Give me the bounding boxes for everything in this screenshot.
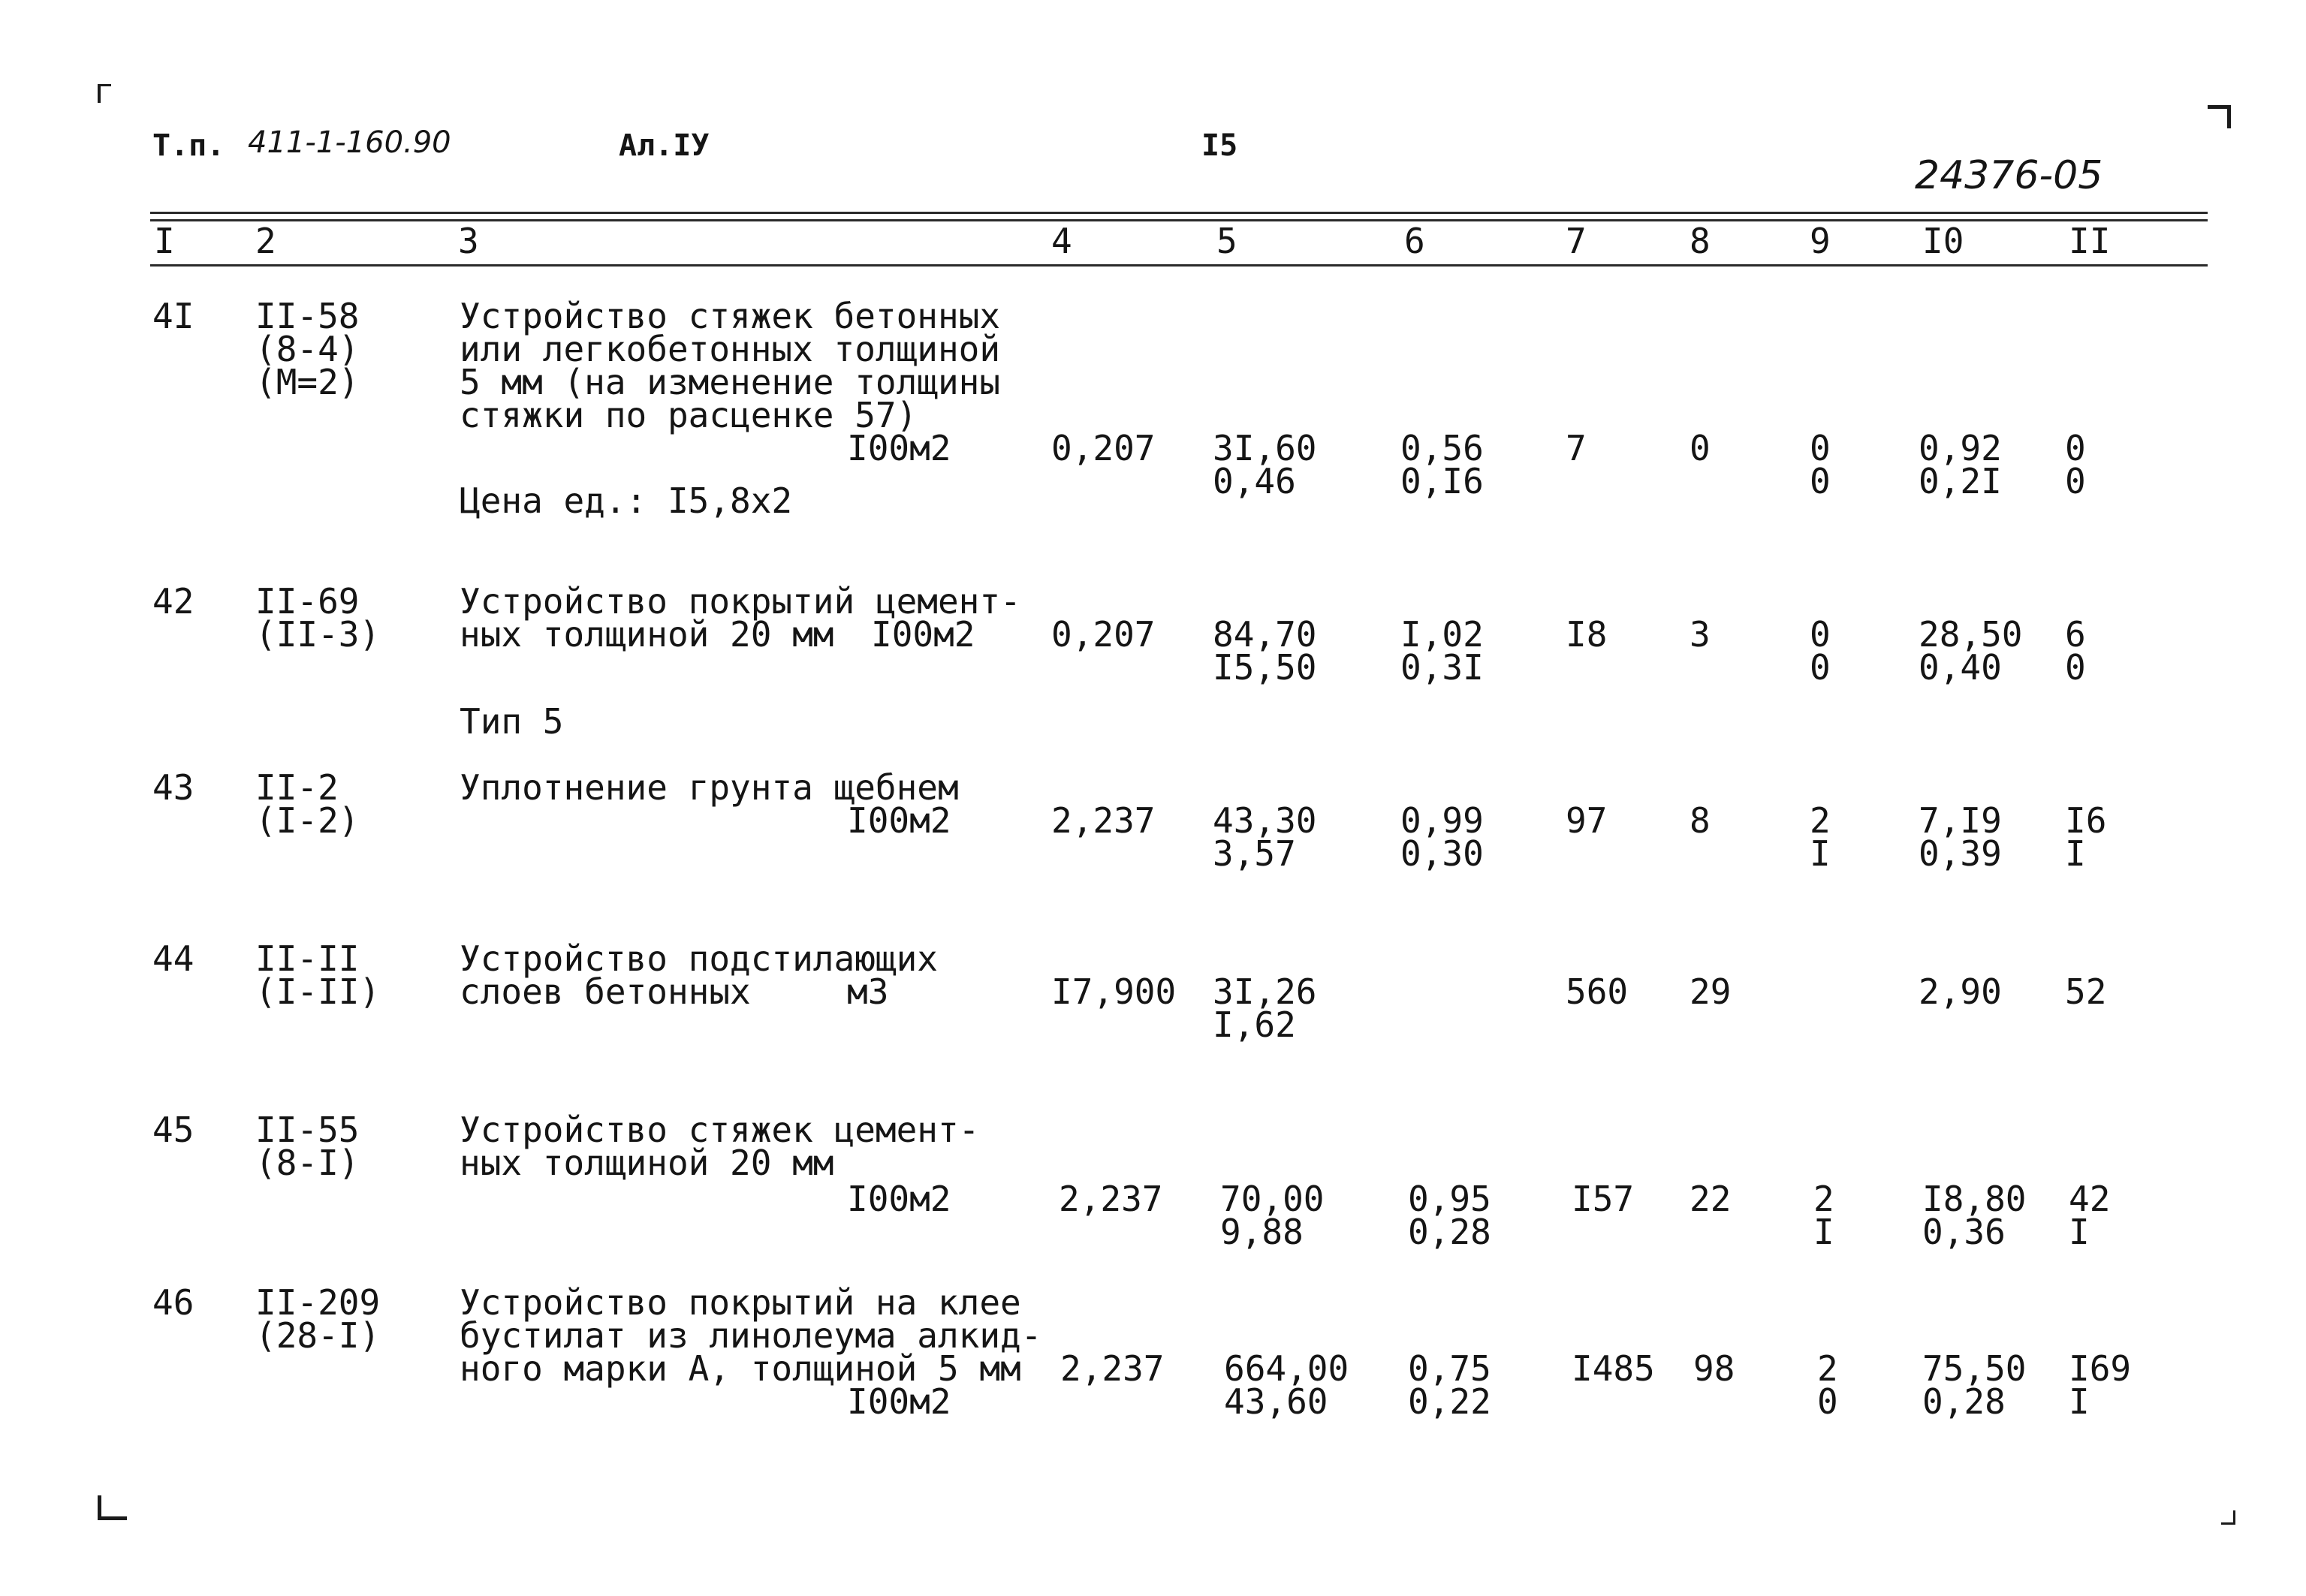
- row-number: 45: [152, 1110, 194, 1150]
- work-description: Устройство стяжек цемент-: [460, 1110, 980, 1150]
- cell-col8: 3: [1690, 614, 1711, 655]
- work-description: ного марки А, толщиной 5 мм: [460, 1348, 1021, 1389]
- cell-col9: 0: [1817, 1381, 1838, 1422]
- quantity: 2,237: [1060, 1348, 1165, 1389]
- cell-col9: 2: [1810, 800, 1831, 841]
- cell-col11: I6: [2065, 800, 2107, 841]
- cell-col11: 52: [2065, 971, 2107, 1012]
- rate-code: (8-4): [255, 329, 360, 369]
- cell-col6: 0,56: [1400, 428, 1484, 468]
- rate-code: (I-II): [255, 971, 381, 1012]
- document-number: 24376-05: [1915, 153, 2103, 198]
- work-description: бустилат из линолеума алкид-: [460, 1315, 1042, 1356]
- work-description: Устройство покрытий на клее: [460, 1282, 1021, 1323]
- tp-label: Т.п.: [152, 128, 225, 163]
- corner-mark-bottom-right: [2221, 1510, 2235, 1525]
- cell-col9: I: [1810, 833, 1831, 874]
- row-number: 4I: [152, 296, 194, 336]
- rate-code: (28-I): [255, 1315, 381, 1356]
- cell-col11: I: [2069, 1212, 2090, 1252]
- cell-col7: 7: [1566, 428, 1587, 468]
- column-header-9: 9: [1810, 221, 1831, 261]
- cell-col6: 0,30: [1400, 833, 1484, 874]
- rate-code: II-2: [255, 767, 339, 808]
- cell-col10: 0,40: [1919, 647, 2002, 688]
- cell-col5: 70,00: [1220, 1179, 1325, 1219]
- cell-col10: 7,I9: [1919, 800, 2002, 841]
- cell-col5: 3I,60: [1213, 428, 1317, 468]
- cell-col5: 43,30: [1213, 800, 1317, 841]
- cell-col10: 0,92: [1919, 428, 2002, 468]
- cell-col8: 0: [1690, 428, 1711, 468]
- row-note: Тип 5: [460, 701, 564, 742]
- column-header-2: 2: [255, 221, 276, 261]
- column-header-5: 5: [1216, 221, 1237, 261]
- cell-col5: I,62: [1213, 1004, 1296, 1045]
- cell-col7: I485: [1572, 1348, 1655, 1389]
- quantity: 0,207: [1051, 428, 1156, 468]
- cell-col10: 0,28: [1922, 1381, 2006, 1422]
- cell-col5: 43,60: [1224, 1381, 1328, 1422]
- work-description: 5 мм (на изменение толщины: [460, 362, 1001, 402]
- unit: I00м2: [847, 428, 951, 468]
- rate-code: II-58: [255, 296, 360, 336]
- column-header-6: 6: [1404, 221, 1425, 261]
- cell-col5: I5,50: [1213, 647, 1317, 688]
- cell-col9: 2: [1817, 1348, 1838, 1389]
- cell-col5: 0,46: [1213, 461, 1296, 501]
- cell-col11: I: [2065, 833, 2086, 874]
- cell-col11: 6: [2065, 614, 2086, 655]
- cell-col6: 0,22: [1408, 1381, 1491, 1422]
- unit: I00м2: [847, 1381, 951, 1422]
- rate-code: (M=2): [255, 362, 360, 402]
- column-header-8: 8: [1690, 221, 1711, 261]
- quantity: I7,900: [1051, 971, 1177, 1012]
- cell-col5: 9,88: [1220, 1212, 1304, 1252]
- rate-code: (II-3): [255, 614, 381, 655]
- cell-col5: 3,57: [1213, 833, 1296, 874]
- cell-col6: I,02: [1400, 614, 1484, 655]
- column-header-11: II: [2069, 221, 2111, 261]
- cell-col11: I: [2069, 1381, 2090, 1422]
- cell-col10: 0,36: [1922, 1212, 2006, 1252]
- unit: I00м2: [847, 1179, 951, 1219]
- rate-code: II-II: [255, 938, 360, 979]
- work-description: или легкобетонных толщиной: [460, 329, 1001, 369]
- cell-col6: 0,3I: [1400, 647, 1484, 688]
- cell-col7: I57: [1572, 1179, 1635, 1219]
- work-description: Уплотнение грунта щебнем: [460, 767, 959, 808]
- unit: I00м2: [847, 800, 951, 841]
- cell-col6: 0,28: [1408, 1212, 1491, 1252]
- quantity: 2,237: [1059, 1179, 1163, 1219]
- cell-col10: 0,2I: [1919, 461, 2002, 501]
- row-number: 44: [152, 938, 194, 979]
- unit: I00м2: [871, 614, 975, 655]
- work-description: ных толщиной 20 мм: [460, 614, 834, 655]
- cell-col6: 0,95: [1408, 1179, 1491, 1219]
- cell-col7: I8: [1566, 614, 1608, 655]
- cell-col9: 0: [1810, 428, 1831, 468]
- cell-col7: 560: [1566, 971, 1629, 1012]
- corner-mark-top-left: [98, 84, 111, 103]
- work-description: ных толщиной 20 мм: [460, 1143, 834, 1183]
- page-number: I5: [1201, 128, 1238, 163]
- column-header-10: I0: [1922, 221, 1964, 261]
- corner-mark-bottom-left: [98, 1495, 127, 1520]
- rate-code: II-209: [255, 1282, 381, 1323]
- cell-col9: I: [1813, 1212, 1834, 1252]
- cell-col6: 0,I6: [1400, 461, 1484, 501]
- cell-col11: 0: [2065, 428, 2086, 468]
- work-description: Устройство покрытий цемент-: [460, 581, 1021, 622]
- project-number: 411-1-160.90: [248, 125, 451, 160]
- unit: м3: [847, 971, 889, 1012]
- rate-code: (8-I): [255, 1143, 360, 1183]
- cell-col9: 0: [1810, 461, 1831, 501]
- rate-code: II-55: [255, 1110, 360, 1150]
- cell-col11: 42: [2069, 1179, 2111, 1219]
- cell-col7: 97: [1566, 800, 1608, 841]
- cell-col5: 3I,26: [1213, 971, 1317, 1012]
- cell-col10: 0,39: [1919, 833, 2002, 874]
- quantity: 0,207: [1051, 614, 1156, 655]
- quantity: 2,237: [1051, 800, 1156, 841]
- cell-col8: 98: [1693, 1348, 1735, 1389]
- rate-code: (I-2): [255, 800, 360, 841]
- column-header-7: 7: [1566, 221, 1587, 261]
- work-description: стяжки по расценке 57): [460, 395, 918, 435]
- album-label: Ал.IУ: [619, 128, 710, 163]
- cell-col5: 664,00: [1224, 1348, 1349, 1389]
- cell-col11: 0: [2065, 461, 2086, 501]
- row-number: 42: [152, 581, 194, 622]
- column-header-rule: [150, 264, 2208, 267]
- cell-col10: 75,50: [1922, 1348, 2027, 1389]
- cell-col9: 2: [1813, 1179, 1834, 1219]
- cell-col6: 0,99: [1400, 800, 1484, 841]
- row-number: 46: [152, 1282, 194, 1323]
- cell-col10: 2,90: [1919, 971, 2002, 1012]
- column-header-1: I: [154, 221, 175, 261]
- row-number: 43: [152, 767, 194, 808]
- corner-mark-top-right: [2208, 105, 2231, 128]
- cell-col8: 8: [1690, 800, 1711, 841]
- cell-col9: 0: [1810, 647, 1831, 688]
- cell-col10: I8,80: [1922, 1179, 2027, 1219]
- row-note: Цена ед.: I5,8х2: [460, 480, 793, 521]
- cell-col5: 84,70: [1213, 614, 1317, 655]
- column-header-4: 4: [1051, 221, 1072, 261]
- cell-col9: 0: [1810, 614, 1831, 655]
- cell-col8: 29: [1690, 971, 1732, 1012]
- cell-col11: I69: [2069, 1348, 2132, 1389]
- rate-code: II-69: [255, 581, 360, 622]
- work-description: слоев бетонных: [460, 971, 751, 1012]
- top-double-rule-upper: [150, 212, 2208, 214]
- cell-col11: 0: [2065, 647, 2086, 688]
- column-header-3: 3: [458, 221, 479, 261]
- work-description: Устройство стяжек бетонных: [460, 296, 1001, 336]
- cell-col6: 0,75: [1408, 1348, 1491, 1389]
- cell-col10: 28,50: [1919, 614, 2023, 655]
- work-description: Устройство подстилающих: [460, 938, 938, 979]
- cell-col8: 22: [1690, 1179, 1732, 1219]
